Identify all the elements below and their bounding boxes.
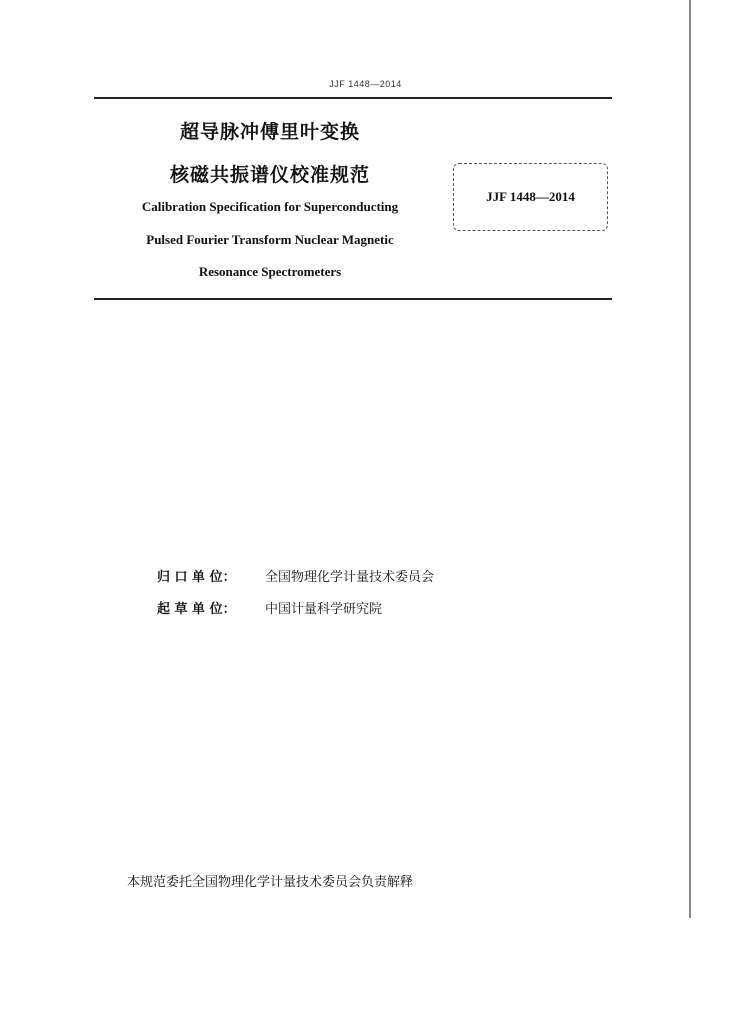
standard-code-text: JJF 1448—2014 — [486, 189, 575, 204]
header-document-code: JJF 1448—2014 — [329, 79, 402, 89]
title-english-line-3: Resonance Spectrometers — [198, 264, 342, 279]
interpretation-note: 本规范委托全国物理化学计量技术委员会负责解释 — [127, 875, 414, 890]
top-rule — [94, 97, 612, 99]
organization-row-responsible — [157, 566, 434, 585]
organization-value: 中国计量科学研究院 — [265, 602, 383, 617]
organization-label: 归 口 单 位： — [157, 570, 236, 585]
title-english-line-1: Calibration Specification for Superconducting — [141, 199, 399, 214]
title-chinese-line-1: 超导脉冲傅里叶变换 — [179, 121, 360, 143]
bottom-rule — [94, 298, 612, 300]
title-english-line-2: Pulsed Fourier Transform Nuclear Magnetic — [146, 232, 394, 247]
page-edge-line — [689, 0, 691, 918]
standard-code-box — [453, 163, 608, 231]
organization-row-drafting — [157, 598, 382, 617]
title-chinese-line-2: 核磁共振谱仪校准规范 — [169, 164, 370, 186]
organization-value: 全国物理化学计量技术委员会 — [265, 570, 435, 585]
organization-label: 起 草 单 位： — [157, 602, 236, 617]
